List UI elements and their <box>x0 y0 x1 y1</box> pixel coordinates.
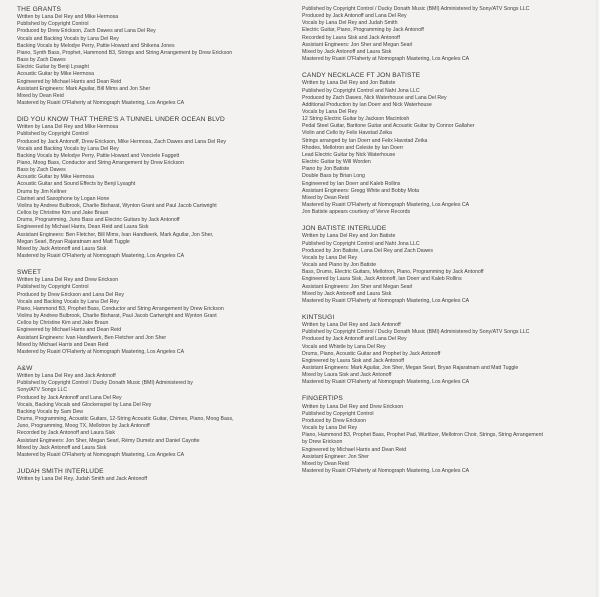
credit-line: by Drew Erickson <box>302 439 343 446</box>
credit-line: Strings arranged by Ian Doerr and Felix Havstad Zeika <box>302 137 428 144</box>
credit-line: Mastered by Ruairi O'Flaherty at Nomograph Mastering, Los Angeles CA <box>302 202 470 208</box>
credit-line: Published by Copyright Control <box>17 131 89 138</box>
credit-line: Additional Production by Ian Doerr and Nick Waterhouse <box>302 101 432 108</box>
credit-line: Backing Vocals by Sam Dew <box>17 408 84 415</box>
credit-line: Juno, Programming, Moog TX, Mellotron by Jack Antonoff <box>17 423 150 430</box>
credit-line: Assistant Engineers: Jon Sher and Megan Searl <box>302 283 413 290</box>
credit-line: Bass, Drums, Electric Guitars, Mellotron, Piano, Programming by Jack Antonoff <box>302 269 484 276</box>
credit-line: Published by Copyright Control and Naht Jona LLC <box>302 240 420 247</box>
credit-line: Vocals and Backing Vocals by Lana Del Rey <box>17 145 119 152</box>
track-title: A&W <box>17 365 33 372</box>
credit-line: Vocals by Lana Del Rey and Judah Smith <box>302 20 398 27</box>
credit-line: Vocals and Piano by Jon Batiste <box>302 262 377 269</box>
credits-section <box>17 365 289 459</box>
credit-line: Engineered by Laura Sisk and Jack Antonoff <box>302 357 404 364</box>
credit-line: Assistant Engineers: Ben Fletcher, Bill Mims, Ivan Handlwerk, Mark Aguilar, Jon Sher, <box>17 231 214 238</box>
credit-line: Backing Vocals by Melodye Perry, Pattie Howard and Vonciele Faggett <box>17 152 180 159</box>
page-fold-shadow <box>596 0 600 597</box>
credit-line: Violins by Andrew Bulbrook, Charlie Bisharat, Wynton Grant and Paul Jacob Cartwright <box>17 202 217 209</box>
track-title: KINTSUGI <box>302 313 335 321</box>
credit-line: Recorded by Laura Sisk and Jack Antonoff <box>302 34 400 41</box>
right-credits-column <box>302 6 592 484</box>
credit-line: Vocals and Backing Vocals by Lana Del Rey <box>17 35 119 42</box>
track-title: CANDY NECKLACE FT JON BATISTE <box>302 72 421 80</box>
track-title: FINGERTIPS <box>302 395 343 403</box>
credit-line: Assistant Engineers: Jon Sher, Megan Searl, Rémy Dumelz and Daniel Cayotte <box>17 437 200 444</box>
credit-line: Assistant Engineers: Gregg White and Bobby Mota <box>302 187 420 194</box>
credits-section <box>17 468 289 483</box>
credit-line: Written by Lana Del Rey and Jack Antonoff <box>302 322 401 329</box>
credit-line: Mastered by Ruairi O'Flaherty at Nomograph Mastering, Los Angeles CA <box>302 379 470 386</box>
credit-line: Mastered by Ruairi O'Flaherty at Nomograph Mastering, Los Angeles CA <box>17 451 185 458</box>
credit-line: Vocals, Backing Vocals and Glockenspiel by Lana Del Rey <box>17 401 152 408</box>
credit-line: Engineered by Michael Harris and Dean Reid <box>302 446 407 453</box>
credit-line: Written by Lana Del Rey, Judah Smith and Jack Antonoff <box>17 476 148 483</box>
credit-line: Produced by Jon Batiste, Lana Del Rey and Zach Dawes <box>302 247 433 254</box>
credit-line: Written by Lana Del Rey and Jon Batiste <box>302 80 396 87</box>
credit-line: Mixed by Dean Reid <box>17 92 64 99</box>
credit-line: Bass by Zach Dawes <box>17 57 66 64</box>
credits-section <box>17 116 289 260</box>
credit-line: Mixed by Laura Sisk and Jack Antonoff <box>302 372 392 379</box>
credit-line: Published by Copyright Control / Ducky Donath Music (BMI) Administered by Sony/ATV Songs LLC <box>302 6 530 12</box>
credit-line: Written by Lana Del Rey and Jon Batiste <box>302 233 396 240</box>
credit-line: Vocals by Lana Del Rey <box>302 108 358 115</box>
credit-line: Electric Guitar by Will Worden <box>302 159 371 166</box>
track-title: SWEET <box>17 269 42 277</box>
credit-line: Drums, Programming, Acoustic Guitars, 12-String Acoustic Guitar, Chimes, Piano, Moog Bass, <box>17 416 234 423</box>
credit-line: Electric Guitar by Benji Lysaght <box>17 64 89 71</box>
credit-line: Produced by Drew Erickson <box>302 417 367 424</box>
credit-line: Produced by Jack Antonoff, Drew Erickson, Mike Hermosa, Zach Dawes and Lana Del Rey <box>17 138 226 145</box>
credit-line: Piano by Jon Batiste <box>302 166 350 173</box>
credit-line: Engineered by Laura Sisk, Jack Antonoff, Ian Doerr and Kaleb Rollins <box>302 276 462 283</box>
credits-section <box>302 225 592 305</box>
credit-line: Mixed by Jack Antonoff and Laura Sisk <box>302 290 392 297</box>
credit-line: Lead Electric Guitar by Nick Waterhouse <box>302 151 396 158</box>
credit-line: Assistant Engineers: Mark Aguilar, Jon Sher, Megan Searl, Bryan Rajaratnam and Matt Tuggle <box>302 365 519 371</box>
credit-line: Megan Searl, Bryan Rajaratnam and Matt Tuggle <box>17 238 130 245</box>
credit-line: Piano, Hammond B3, Prophet Bass, Conductor and String Arrangement by Drew Erickson <box>17 305 224 312</box>
credit-line: Engineered by Ian Doerr and Kaleb Rollins <box>302 180 401 187</box>
credits-section <box>302 6 592 63</box>
credit-line: Vocals by Lana Del Rey <box>302 254 358 261</box>
credit-line: Engineered by Michael Harris and Dean Reid <box>17 78 122 85</box>
credit-line: Mixed by Jack Antonoff and Laura Sisk <box>302 48 392 55</box>
credit-line: Assistant Engineers: Mark Aguilar, Bill Mims and Jon Sher <box>17 85 151 92</box>
credit-line: Sony/ATV Songs LLC <box>17 387 68 394</box>
credit-line: Vocals and Backing Vocals by Lana Del Rey <box>17 298 119 305</box>
credit-line: Produced by Jack Antonoff and Lana Del Rey <box>302 13 407 20</box>
credit-line: Drums, Piano, Acoustic Guitar and Prophet by Jack Antonoff <box>302 350 441 357</box>
credit-line: Mastered by Ruairi O'Flaherty at Nomograph Mastering, Los Angeles CA <box>17 253 185 260</box>
track-title: DID YOU KNOW THAT THERE'S A TUNNEL UNDER OCEAN BLVD <box>17 116 225 124</box>
credit-line: Backing Vocals by Melodye Perry, Pattie Howard and Shikena Jones <box>17 42 175 49</box>
credit-line: Acoustic Guitar by Mike Hermosa <box>17 71 94 78</box>
credit-line: Acoustic Guitar by Mike Hermosa <box>17 174 94 181</box>
credit-line: Mixed by Dean Reid <box>302 194 349 201</box>
credit-line: Violins by Andrew Bulbrook, Charlie Bisharat, Paul Jacob Cartwright and Wynton Grant <box>17 313 217 320</box>
credits-section <box>302 395 592 475</box>
credit-line: Mixed by Dean Reid <box>302 460 349 467</box>
credit-line: Mastered by Ruairi O'Flaherty at Nomograph Mastering, Los Angeles CA <box>17 348 185 355</box>
credit-line: Mixed by Jack Antonoff and Laura Sisk <box>17 444 107 451</box>
credit-line: Produced by Jack Antonoff and Lana Del Rey <box>17 394 122 401</box>
credits-section <box>302 72 592 216</box>
credit-line: 12 String Electric Guitar by Jackson Macintosh <box>302 116 410 123</box>
credit-line: Produced by Drew Erickson and Lana Del Rey <box>17 291 124 298</box>
credits-section <box>17 269 289 356</box>
credit-line: Mastered by Ruairi O'Flaherty at Nomograph Mastering, Los Angeles CA <box>17 99 185 106</box>
credit-line: Pedal Steel Guitar, Baritone Guitar and Acoustic Guitar by Connor Gallaher <box>302 123 475 130</box>
credit-line: Drums, Programming, Juno Bass and Electric Guitars by Jack Antonoff <box>17 217 180 224</box>
credit-line: Produced by Drew Erickson, Zach Dawes and Lana Del Rey <box>17 28 156 35</box>
credit-line: Published by Copyright Control and Naht Jona LLC <box>302 87 420 94</box>
credit-line: Mixed by Michael Harris and Dean Reid <box>17 341 109 348</box>
credit-line: Mastered by Ruairi O'Flaherty at Nomograph Mastering, Los Angeles CA <box>302 56 470 63</box>
track-title: THE GRANTS <box>17 6 61 13</box>
credit-line: Published by Copyright Control / Ducky Donath Music (BMI) Administered by Sony/ATV Songs LLC <box>302 329 530 336</box>
credit-line: Written by Lana Del Rey and Drew Erickson <box>302 403 404 410</box>
credit-line: Electric Guitar, Piano, Programming by Jack Antonoff <box>302 27 424 34</box>
credit-line: Vocals by Lana Del Rey <box>302 425 358 432</box>
credit-line: Rhodes, Mellotron and Celeste by Ian Doerr <box>302 144 404 151</box>
credit-line: Assistant Engineers: Jon Sher and Megan Searl <box>302 41 413 48</box>
credit-line: Published by Copyright Control <box>302 410 374 417</box>
credit-line: Engineered by Michael Harris and Dean Reid <box>17 327 122 334</box>
credit-line: Violin and Cello by Felix Havstad Zeika <box>302 130 392 137</box>
credit-line: Assistant Engineers: Ivan Handlwerk, Ben Fletcher and Jon Sher <box>17 334 167 341</box>
credit-line: Jon Batiste appears courtesy of Verve Records <box>302 209 411 216</box>
track-title: JUDAH SMITH INTERLUDE <box>17 467 104 475</box>
credit-line: Assistant Engineer: Jon Sher <box>302 453 369 460</box>
credit-line: Cellos by Christine Kim and Jake Braun <box>17 210 109 217</box>
credit-line: Recorded by Jack Antonoff and Laura Sisk <box>17 430 115 437</box>
credit-line: Produced by Zach Dawes, Nick Waterhouse and Lana Del Rey <box>302 94 447 101</box>
credit-line: Clarinet and Saxophone by Logan Hone <box>17 195 110 202</box>
credit-line: Written by Lana Del Rey and Drew Erickson <box>17 277 119 284</box>
credit-line: Written by Lana Del Rey and Jack Antonoff <box>17 373 116 380</box>
credits-section <box>302 314 592 387</box>
credit-line: Piano, Moog Bass, Conductor and String Arrangement by Drew Erickson <box>17 160 184 166</box>
credit-line: Piano, Synth Bass, Prophet, Hammond B3, Strings and String Arrangement by Drew Erickson <box>17 49 233 56</box>
credit-line: Bass by Zach Dawes <box>17 167 66 174</box>
credit-line: Acoustic Guitar and Sound Effects by Benji Lysaght <box>17 181 136 188</box>
credit-line: Mastered by Ruairi O'Flaherty at Nomograph Mastering, Los Angeles CA <box>302 297 470 304</box>
credit-line: Written by Lana Del Rey and Mike Hermosa <box>17 14 119 21</box>
credit-line: Double Bass by Brian Long <box>302 173 365 180</box>
credit-line: Piano, Hammond B3, Prophet Bass, Prophet Pad, Wurlitzer, Mellotron Choir, Strings, String Arrangement <box>302 432 543 439</box>
credits-section <box>17 6 289 107</box>
credit-line: Mixed by Jack Antonoff and Laura Sisk <box>17 245 107 252</box>
credit-line: Vocals and Whistle by Lana Del Rey <box>302 343 386 350</box>
credit-line: Engineered by Michael Harris, Dean Reid and Laura Sisk <box>17 224 149 231</box>
credit-line: Published by Copyright Control / Ducky Donath Music (BMI) Administered by <box>17 380 193 387</box>
credit-line: Published by Copyright Control <box>17 284 89 291</box>
track-title: JON BATISTE INTERLUDE <box>302 225 387 233</box>
left-credits-column <box>17 6 289 492</box>
credit-line: Drums by Jim Keltner <box>17 188 67 195</box>
credit-line: Published by Copyright Control <box>17 21 89 28</box>
credit-line: Cellos by Christine Kim and Jake Braun <box>17 320 109 327</box>
credit-line: Mastered by Ruairi O'Flaherty at Nomograph Mastering, Los Angeles CA <box>302 467 470 474</box>
credit-line: Produced by Jack Antonoff and Lana Del Rey <box>302 336 407 343</box>
credit-line: Written by Lana Del Rey and Mike Hermosa <box>17 124 119 131</box>
